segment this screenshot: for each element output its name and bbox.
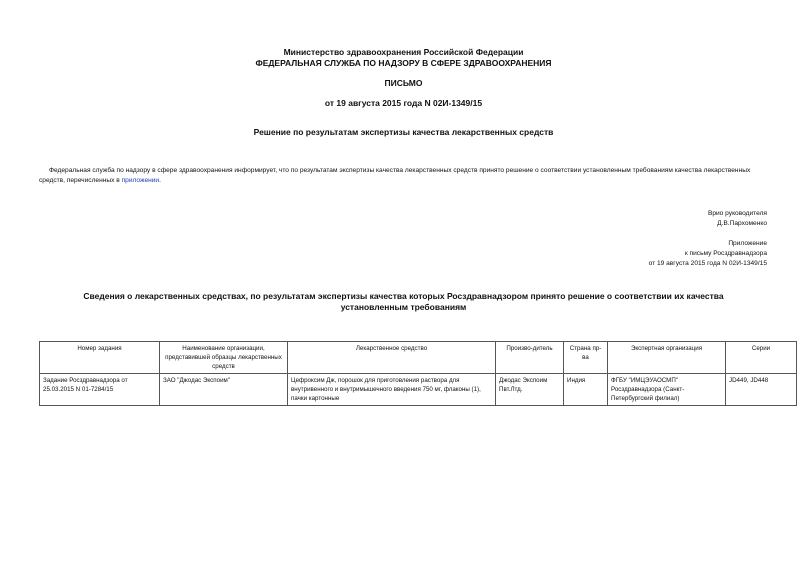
body-paragraph-end: .	[159, 177, 161, 184]
ministry-name: Министерство здравоохранения Российской Федерации	[283, 47, 524, 57]
column-header-medicine: Лекарственное средство	[288, 342, 496, 374]
appendix-label: Приложение	[728, 240, 767, 247]
signature-name: Д.В.Пархоменко	[717, 220, 767, 227]
table-row	[40, 374, 797, 406]
cell-manufacturer: Джодас Экспоим Пвт.Лтд.	[496, 374, 564, 406]
column-header-country: Страна пр-ва	[564, 342, 608, 374]
cell-organization: ЗАО "Джодас Экспоим"	[160, 374, 288, 406]
appendix-date-number: от 19 августа 2015 года N 02И-1349/15	[648, 260, 767, 267]
signature-position: Врио руководителя	[707, 210, 767, 217]
cell-expert-organization: ФГБУ "ИМЦЭУАОСМП" Росздравнадзора (Санкт-Петербургский филиал)	[608, 374, 726, 406]
body-paragraph	[39, 166, 767, 186]
appendix-link[interactable]: приложении	[121, 177, 160, 184]
cell-series: JD449, JD448	[726, 374, 797, 406]
column-header-series: Серии	[726, 342, 797, 374]
document-subject: Решение по результатам экспертизы качества лекарственных средств	[253, 127, 554, 137]
cell-medicine: Цефроксим Дж, порошок для приготовления раствора для внутривенного и внутримышечного введения 750 мг, флаконы (1), пачки картонные	[288, 374, 496, 406]
cell-country: Индия	[564, 374, 608, 406]
column-header-organization: Наименование организации, представившей образцы лекарственных средств	[160, 342, 288, 374]
column-header-task-number: Номер задания	[40, 342, 160, 374]
column-header-manufacturer: Произво-дитель	[496, 342, 564, 374]
cell-task-number: Задание Росздравнадзора от 25.03.2015 N 01-7284/15	[40, 374, 160, 406]
appendix-title: Сведения о лекарственных средствах, по результатам экспертизы качества которых Росздравнадзором принято решение о соответствии их качества установленным требованиям	[83, 291, 724, 312]
service-name: ФЕДЕРАЛЬНАЯ СЛУЖБА ПО НАДЗОРУ В СФЕРЕ ЗДРАВООХРАНЕНИЯ	[255, 58, 552, 68]
table-header-row	[40, 342, 797, 374]
body-paragraph-text: Федеральная служба по надзору в сфере здравоохранения информирует, что по результатам экспертизы качества лекарственных средств принято решение о соответствии установленным требованиям качества лекарственных средств, перечисленных в	[39, 167, 751, 184]
document-type: ПИСЬМО	[384, 78, 423, 88]
document-date-number: от 19 августа 2015 года N 02И-1349/15	[324, 98, 483, 108]
medicines-table	[39, 341, 797, 406]
appendix-reference: к письму Росздравнадзора	[684, 250, 767, 257]
column-header-expert-organization: Экспертная организация	[608, 342, 726, 374]
